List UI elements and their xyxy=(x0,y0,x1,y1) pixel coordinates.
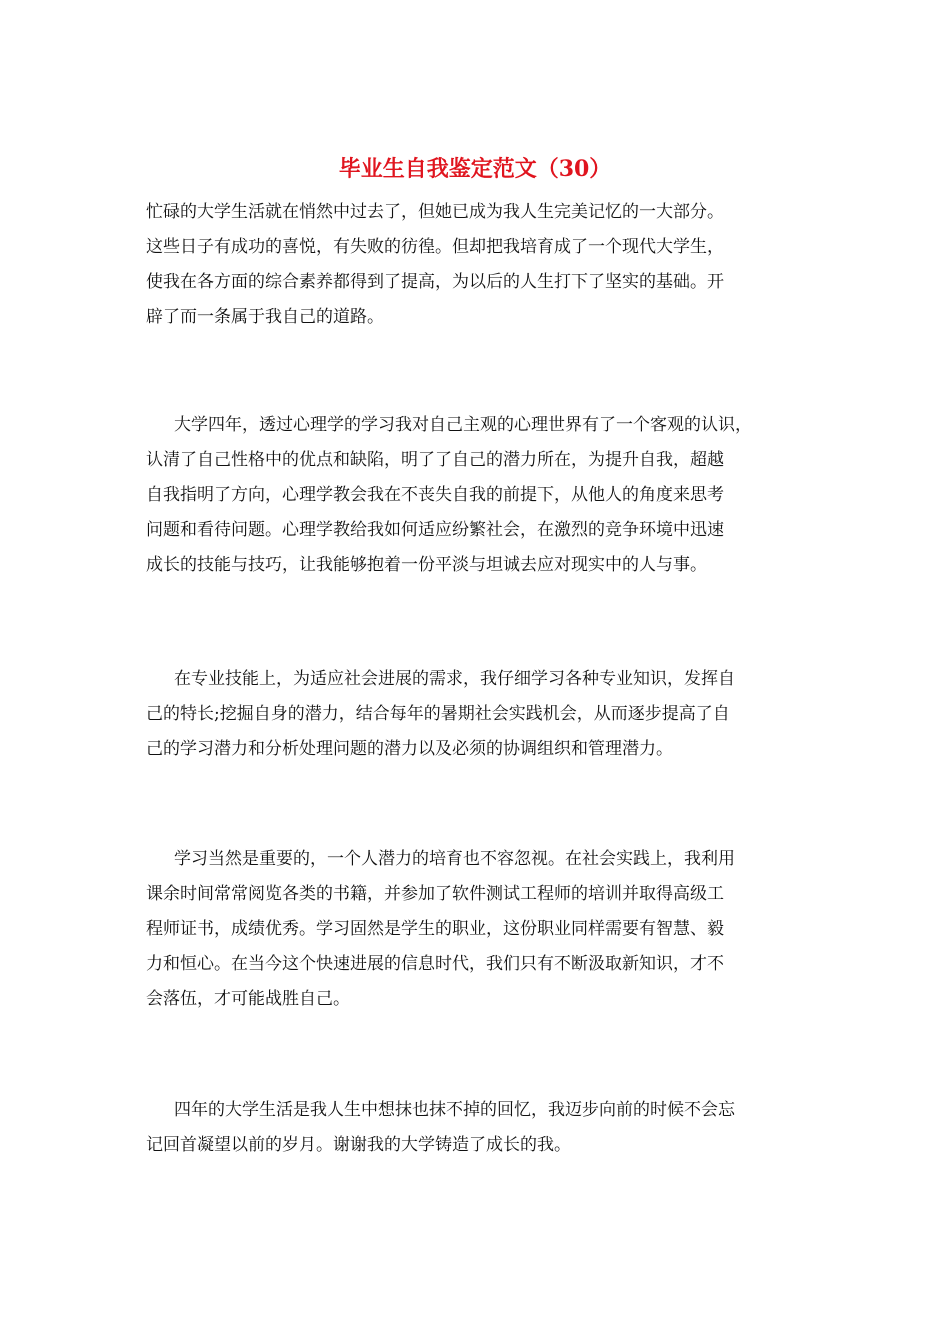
paragraph-line: 这些日子有成功的喜悦，有失败的彷徨。但却把我培育成了一个现代大学生， xyxy=(146,237,724,257)
paragraph-line: 记回首凝望以前的岁月。谢谢我的大学铸造了成长的我。 xyxy=(146,1135,571,1155)
paragraph-1 xyxy=(146,195,806,335)
paragraph-line: 课余时间常常阅览各类的书籍，并参加了软件测试工程师的培训并取得高级工 xyxy=(146,884,724,904)
paragraph-line: 使我在各方面的综合素养都得到了提高，为以后的人生打下了坚实的基础。开 xyxy=(146,272,724,292)
paragraph-line: 成长的技能与技巧，让我能够抱着一份平淡与坦诚去应对现实中的人与事。 xyxy=(146,555,707,575)
paragraph-line: 四年的大学生活是我人生中想抹也抹不掉的回忆，我迈步向前的时候不会忘 xyxy=(174,1100,735,1120)
paragraph-line: 力和恒心。在当今这个快速进展的信息时代，我们只有不断汲取新知识，才不 xyxy=(146,954,724,974)
document-title: 毕业生自我鉴定范文（30） xyxy=(338,156,612,182)
paragraph-2 xyxy=(146,408,806,583)
paragraph-line: 学习当然是重要的，一个人潜力的培育也不容忽视。在社会实践上，我利用 xyxy=(174,849,735,869)
paragraph-line: 己的学习潜力和分析处理问题的潜力以及必须的协调组织和管理潜力。 xyxy=(146,739,673,759)
paragraph-line: 程师证书，成绩优秀。学习固然是学生的职业，这份职业同样需要有智慧、毅 xyxy=(146,919,724,939)
paragraph-line: 己的特长;挖掘自身的潜力，结合每年的暑期社会实践机会，从而逐步提高了自 xyxy=(146,704,730,724)
paragraph-3 xyxy=(146,662,806,767)
paragraph-line: 自我指明了方向，心理学教会我在不丧失自我的前提下，从他人的角度来思考 xyxy=(146,485,724,505)
paragraph-line: 辟了而一条属于我自己的道路。 xyxy=(146,307,384,327)
paragraph-line: 大学四年，透过心理学的学习我对自己主观的心理世界有了一个客观的认识， xyxy=(174,415,752,435)
paragraph-line: 在专业技能上，为适应社会进展的需求，我仔细学习各种专业知识，发挥自 xyxy=(174,669,735,689)
paragraph-line: 问题和看待问题。心理学教给我如何适应纷繁社会，在激烈的竞争环境中迅速 xyxy=(146,520,724,540)
paragraph-line: 忙碌的大学生活就在悄然中过去了，但她已成为我人生完美记忆的一大部分。 xyxy=(146,202,724,222)
paragraph-4 xyxy=(146,842,806,1017)
paragraph-5 xyxy=(146,1093,806,1163)
paragraph-line: 会落伍，才可能战胜自己。 xyxy=(146,989,350,1009)
paragraph-line: 认清了自己性格中的优点和缺陷，明了了自己的潜力所在，为提升自我，超越 xyxy=(146,450,724,470)
